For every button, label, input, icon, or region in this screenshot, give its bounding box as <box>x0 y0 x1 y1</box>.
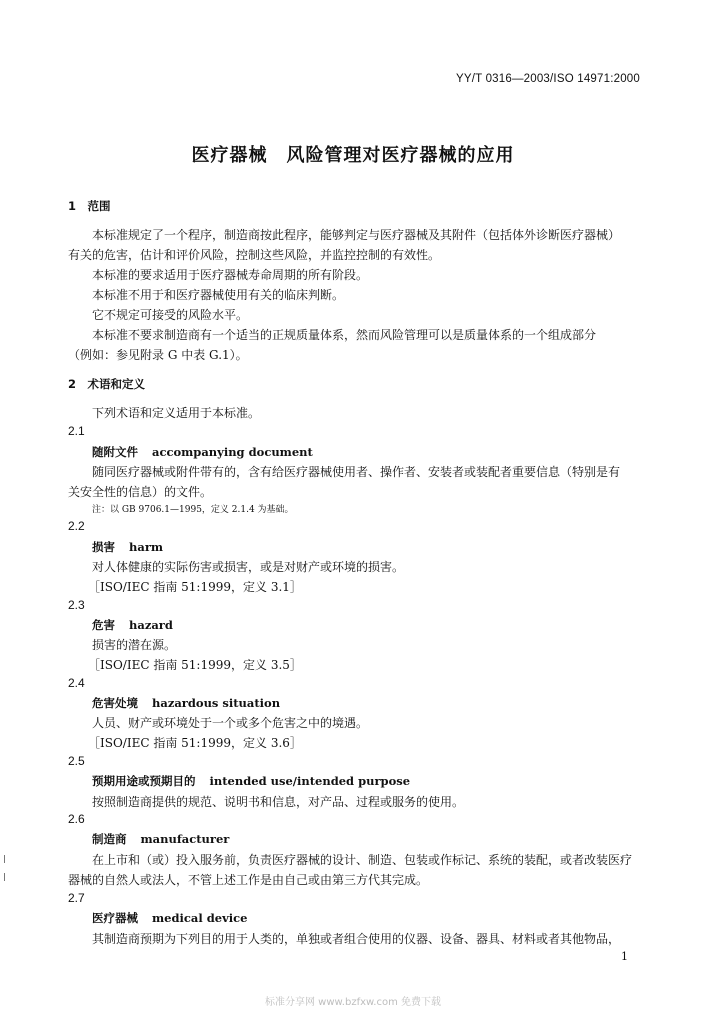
term-definition-line-2: 关安全性的信息）的文件。 <box>68 485 213 499</box>
watermark: 标准分享网 www.bzfxw.com 免费下载 <box>265 997 441 1008</box>
term-en: hazard <box>129 618 173 632</box>
term-en: accompanying document <box>152 445 313 459</box>
term-heading <box>92 773 410 789</box>
term-zh: 危害 <box>92 618 115 632</box>
term-heading <box>92 539 163 555</box>
term-definition-line-2: 器械的自然人或法人，不管上述工作是由自己或由第三方代其完成。 <box>68 873 429 887</box>
term-reference: ［ISO/IEC 指南 51:1999，定义 3.5］ <box>88 658 302 672</box>
term-en: intended use/intended purpose <box>209 774 411 788</box>
term-heading <box>92 910 247 926</box>
term-zh: 随附文件 <box>92 445 138 459</box>
terms-intro: 下列术语和定义适用于本标准。 <box>92 406 261 420</box>
term-number: 2.7 <box>68 891 85 905</box>
scope-paragraph-5-line-1: 本标准不要求制造商有一个适当的正规质量体系，然而风险管理可以是质量体系的一个组成部分 <box>92 328 597 342</box>
term-definition: 对人体健康的实际伤害或损害，或是对财产或环境的损害。 <box>92 560 405 574</box>
term-definition-line-1: 随同医疗器械或附件带有的，含有给医疗器械使用者、操作者、安装者或装配者重要信息（特别是有 <box>92 465 621 479</box>
scope-paragraph-1-line-1: 本标准规定了一个程序，制造商按此程序，能够判定与医疗器械及其附件（包括体外诊断医疗器械） <box>92 228 621 242</box>
margin-mark <box>4 873 5 881</box>
standard-code: YY/T 0316—2003/ISO 14971:2000 <box>456 73 640 85</box>
term-zh: 损害 <box>92 540 115 554</box>
term-definition: 损害的潜在源。 <box>92 638 177 652</box>
term-heading <box>92 695 280 711</box>
section-1-heading: 1 范围 <box>68 199 111 213</box>
term-zh: 预期用途或预期目的 <box>92 774 196 788</box>
term-heading <box>92 617 173 633</box>
term-heading <box>92 831 229 847</box>
term-note: 注：以 GB 9706.1—1995，定义 2.1.4 为基础。 <box>92 505 294 515</box>
term-definition-line-1: 在上市和（或）投入服务前，负责医疗器械的设计、制造、包装或作标记、系统的装配，或者改装医疗 <box>92 853 633 867</box>
term-number: 2.5 <box>68 754 85 768</box>
scope-paragraph-3: 本标准不用于和医疗器械使用有关的临床判断。 <box>92 288 345 302</box>
term-number: 2.1 <box>68 424 85 438</box>
scope-paragraph-1-line-2: 有关的危害，估计和评价风险，控制这些风险，并监控控制的有效性。 <box>68 248 441 262</box>
scope-paragraph-4: 它不规定可接受的风险水平。 <box>92 308 249 322</box>
term-definition: 人员、财产或环境处于一个或多个危害之中的境遇。 <box>92 716 369 730</box>
term-number: 2.3 <box>68 598 85 612</box>
term-definition-line-1: 其制造商预期为下列目的用于人类的，单独或者组合使用的仪器、设备、器具、材料或者其他物品， <box>92 932 621 946</box>
term-zh: 医疗器械 <box>92 911 138 925</box>
document-title: 医疗器械 风险管理对医疗器械的应用 <box>191 145 515 166</box>
term-number: 2.4 <box>68 676 85 690</box>
term-number: 2.2 <box>68 519 85 533</box>
margin-mark <box>4 855 5 863</box>
term-reference: ［ISO/IEC 指南 51:1999，定义 3.6］ <box>88 736 302 750</box>
term-definition: 按照制造商提供的规范、说明书和信息，对产品、过程或服务的使用。 <box>92 795 465 809</box>
term-zh: 危害处境 <box>92 696 138 710</box>
term-number: 2.6 <box>68 812 85 826</box>
term-zh: 制造商 <box>92 832 127 846</box>
term-en: medical device <box>152 911 248 925</box>
term-reference: ［ISO/IEC 指南 51:1999，定义 3.1］ <box>88 580 302 594</box>
scope-paragraph-5-line-2: （例如：参见附录 G 中表 G.1）。 <box>68 348 248 362</box>
page-number: 1 <box>621 950 628 963</box>
term-heading <box>92 444 313 460</box>
section-2-heading: 2 术语和定义 <box>68 377 146 391</box>
term-en: manufacturer <box>140 832 230 846</box>
term-en: harm <box>129 540 164 554</box>
scope-paragraph-2: 本标准的要求适用于医疗器械寿命周期的所有阶段。 <box>92 268 369 282</box>
term-en: hazardous situation <box>152 696 281 710</box>
